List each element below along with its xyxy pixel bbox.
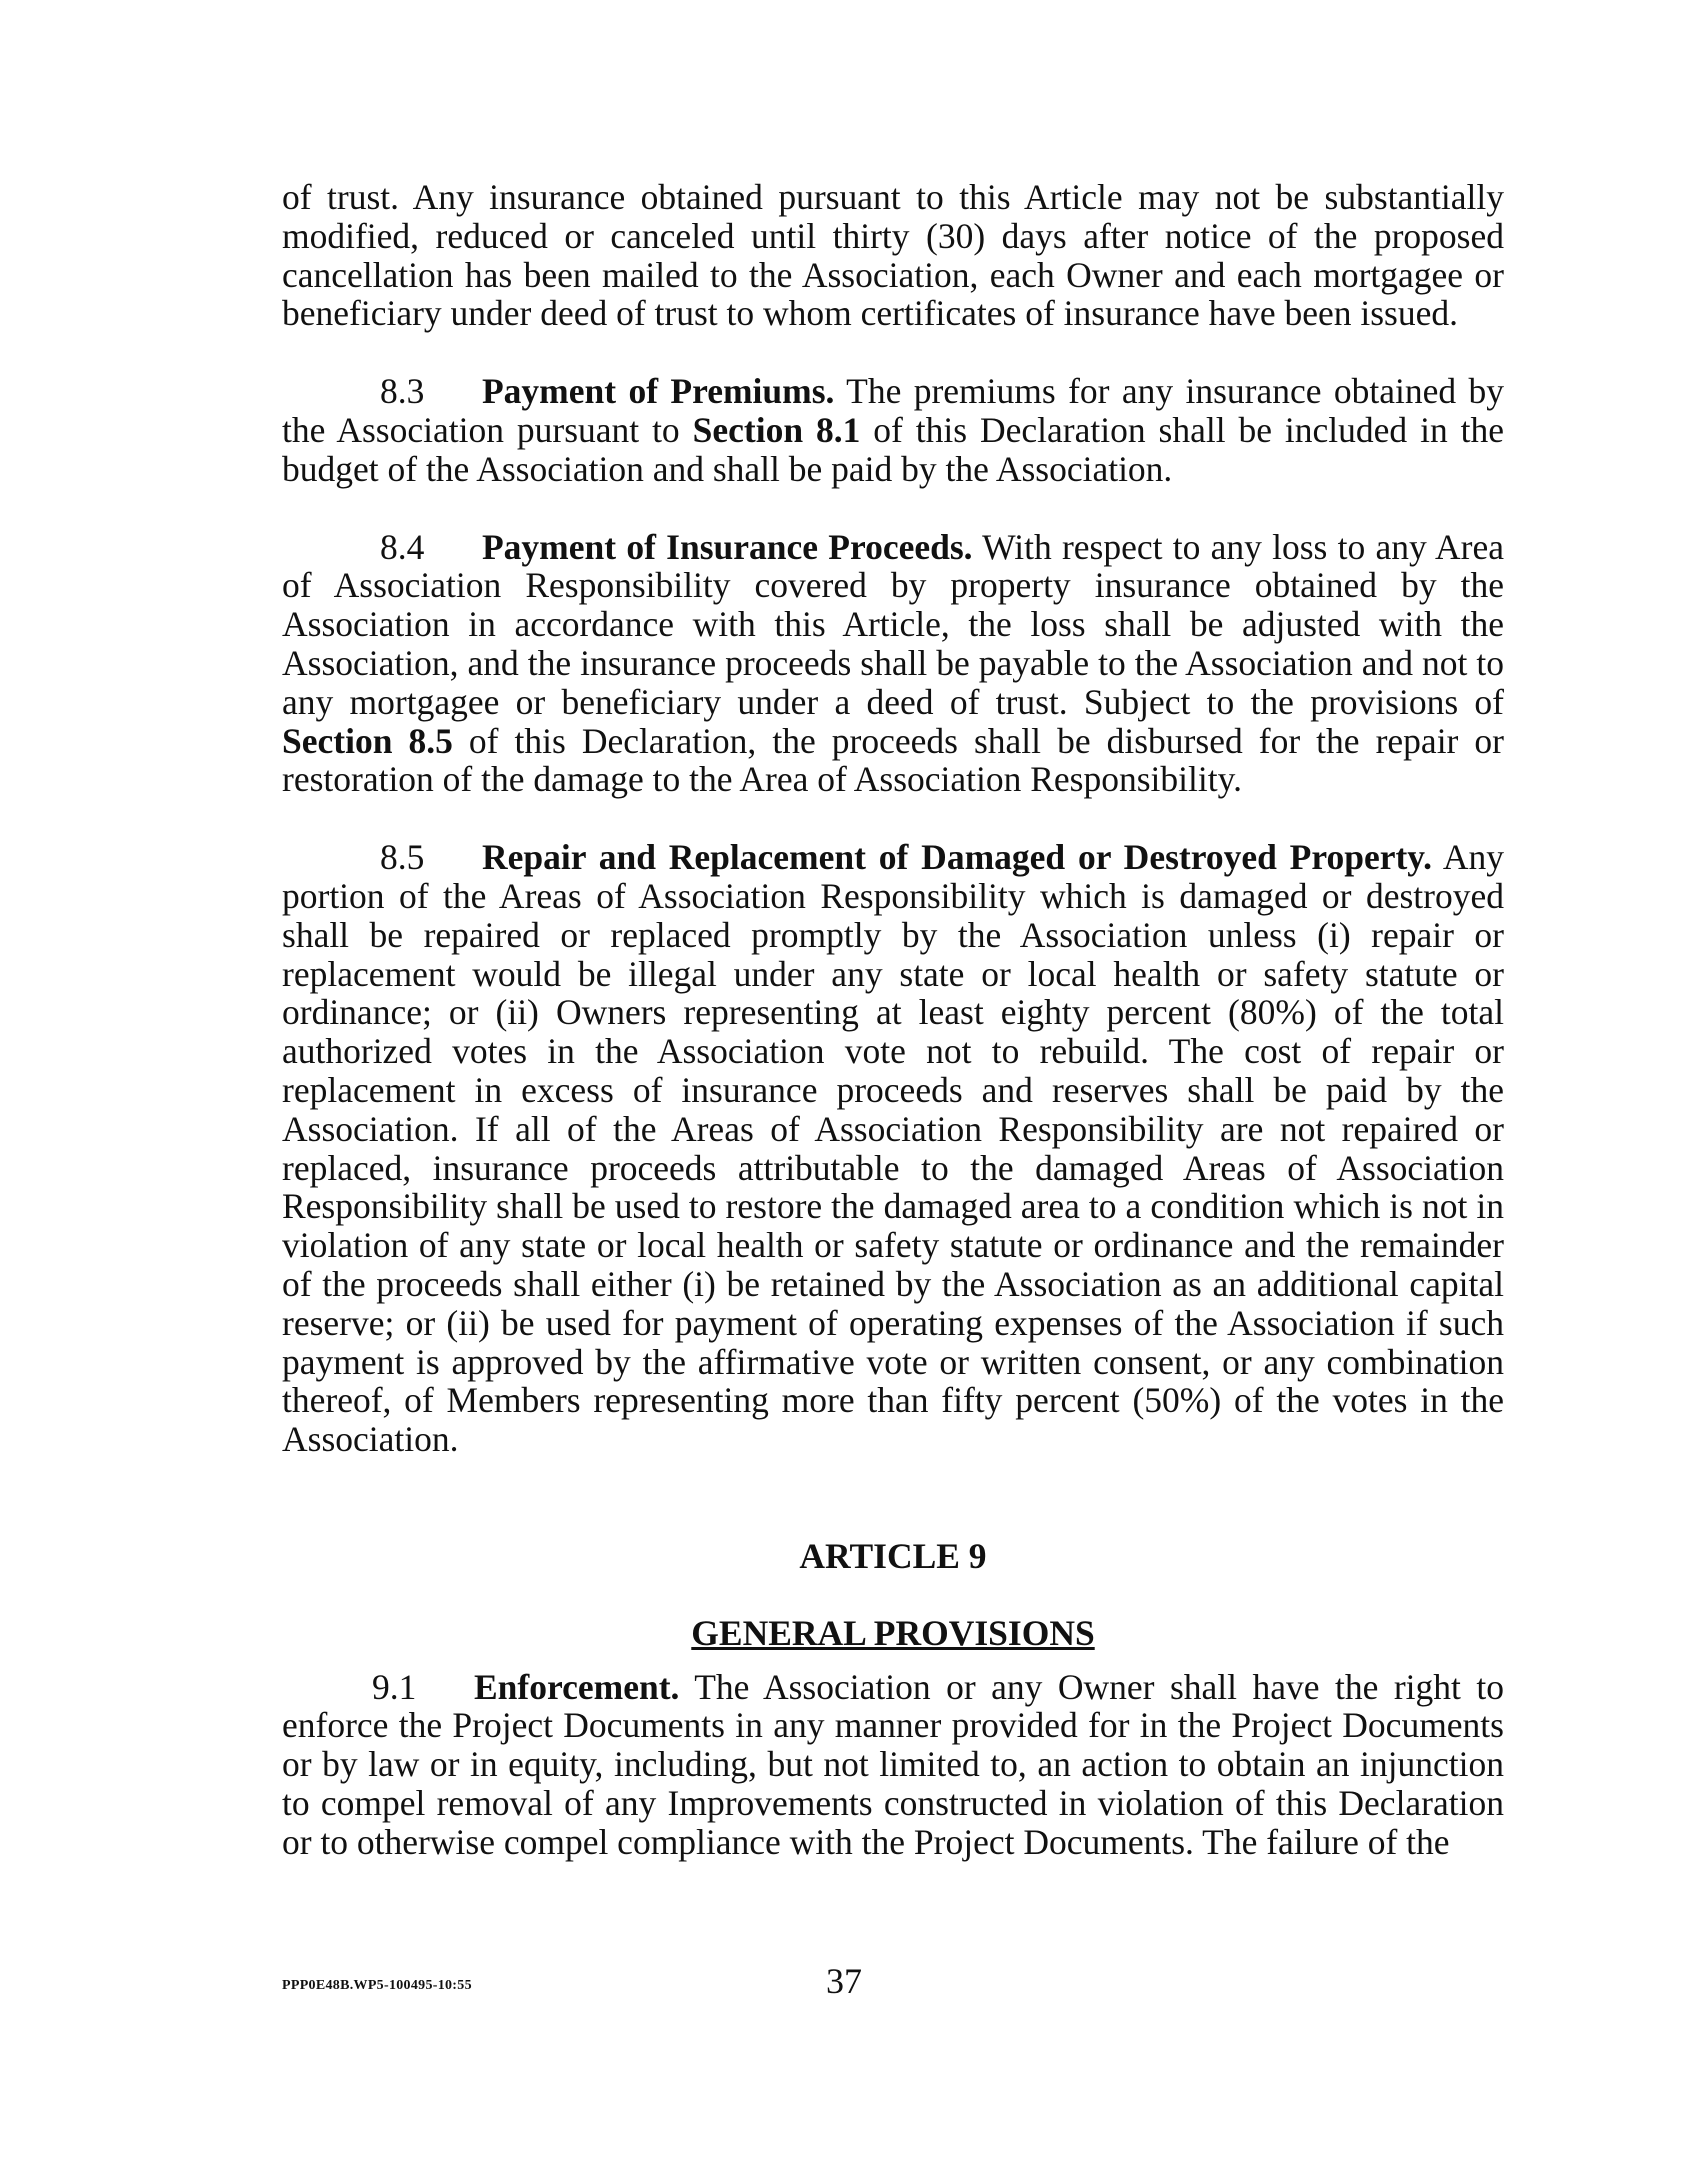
section-9-1 (282, 1668, 1504, 1862)
paragraph-continuation (282, 178, 1504, 333)
section-heading: Payment of Insurance Proceeds. (482, 526, 973, 567)
section-text: With respect to any loss to any Area of Association Responsibility covered by property insurance obtained by the Association in accordance with this Article, the loss shall be adjusted with the Association, and the insurance proceeds shall be payable to the Association and not to any mortgagee or beneficiary under a deed of trust. Subject to the provisions of (282, 526, 1504, 722)
page-number: 37 (826, 1961, 862, 2001)
section-text: The premiums for any insurance obtained by the Association pursuant to (282, 371, 1504, 450)
section-reference: Section 8.5 (282, 720, 453, 761)
document-code: PPP0E48B.WP5-100495-10:55 (282, 1978, 472, 1993)
section-number: 9.1 (372, 1666, 417, 1707)
section-number: 8.3 (380, 371, 425, 412)
section-8-5 (282, 838, 1504, 1459)
section-heading: Enforcement. (474, 1666, 680, 1707)
section-heading: Payment of Premiums. (482, 371, 835, 412)
section-text: Any portion of the Areas of Association Responsibility which is damaged or destroyed shall be repaired or replaced promptly by the Association unless (i) repair or replacement would be illegal under any state or local health or safety statute or ordinance; or (ii) Owners representing at least eighty percent (80%) of the total authorized votes in the Association vote not to rebuild. The cost of repair or replacement in excess of insurance proceeds and reserves shall be paid by the Association. If all of the Areas of Association Responsibility are not repaired or replaced, insurance proceeds attributable to the damaged Areas of Association Responsibility shall be used to restore the damaged area to a condition which is not in violation of any state or local health or safety statute or ordinance and the remainder of the proceeds shall either (i) be retained by the Association as an additional capital reserve; or (ii) be used for payment of operating expenses of the Association if such payment is approved by the affirmative vote or written consent, or any combination thereof, of Members representing more than fifty percent (50%) of the votes in the Association. (282, 837, 1504, 1460)
section-8-3 (282, 372, 1504, 488)
section-text: of this Declaration, the proceeds shall be disbursed for the repair or restoration of the damage to the Area of Association Responsibility. (282, 720, 1504, 800)
section-text: The Association or any Owner shall have the right to enforce the Project Documents in any manner provided for in the Project Documents or by law or in equity, including, but not limited to, an action to obtain an injunction to compel removal of any Improvements constructed in violation of this Declaration or to otherwise compel compliance with the Project Documents. The failure of the (282, 1666, 1504, 1862)
article-title: GENERAL PROVISIONS (691, 1612, 1095, 1653)
article-label: ARTICLE 9 (799, 1535, 987, 1576)
section-8-4 (282, 528, 1504, 800)
section-number: 8.5 (380, 837, 425, 878)
section-number: 8.4 (380, 526, 425, 567)
section-text: of this Declaration shall be included in the budget of the Association and shall be paid by the Association. (282, 409, 1505, 489)
section-heading: Repair and Replacement of Damaged or Destroyed Property. (482, 837, 1432, 878)
section-reference: Section 8.1 (692, 409, 861, 450)
document-body (282, 178, 1504, 1861)
paragraph-text: of trust. Any insurance obtained pursuant to this Article may not be substantially modified, reduced or canceled until thirty (30) days after notice of the proposed cancellation has been mailed to the Association, each Owner and each mortgagee or beneficiary under deed of trust to whom certificates of insurance have been issued. (282, 177, 1504, 334)
